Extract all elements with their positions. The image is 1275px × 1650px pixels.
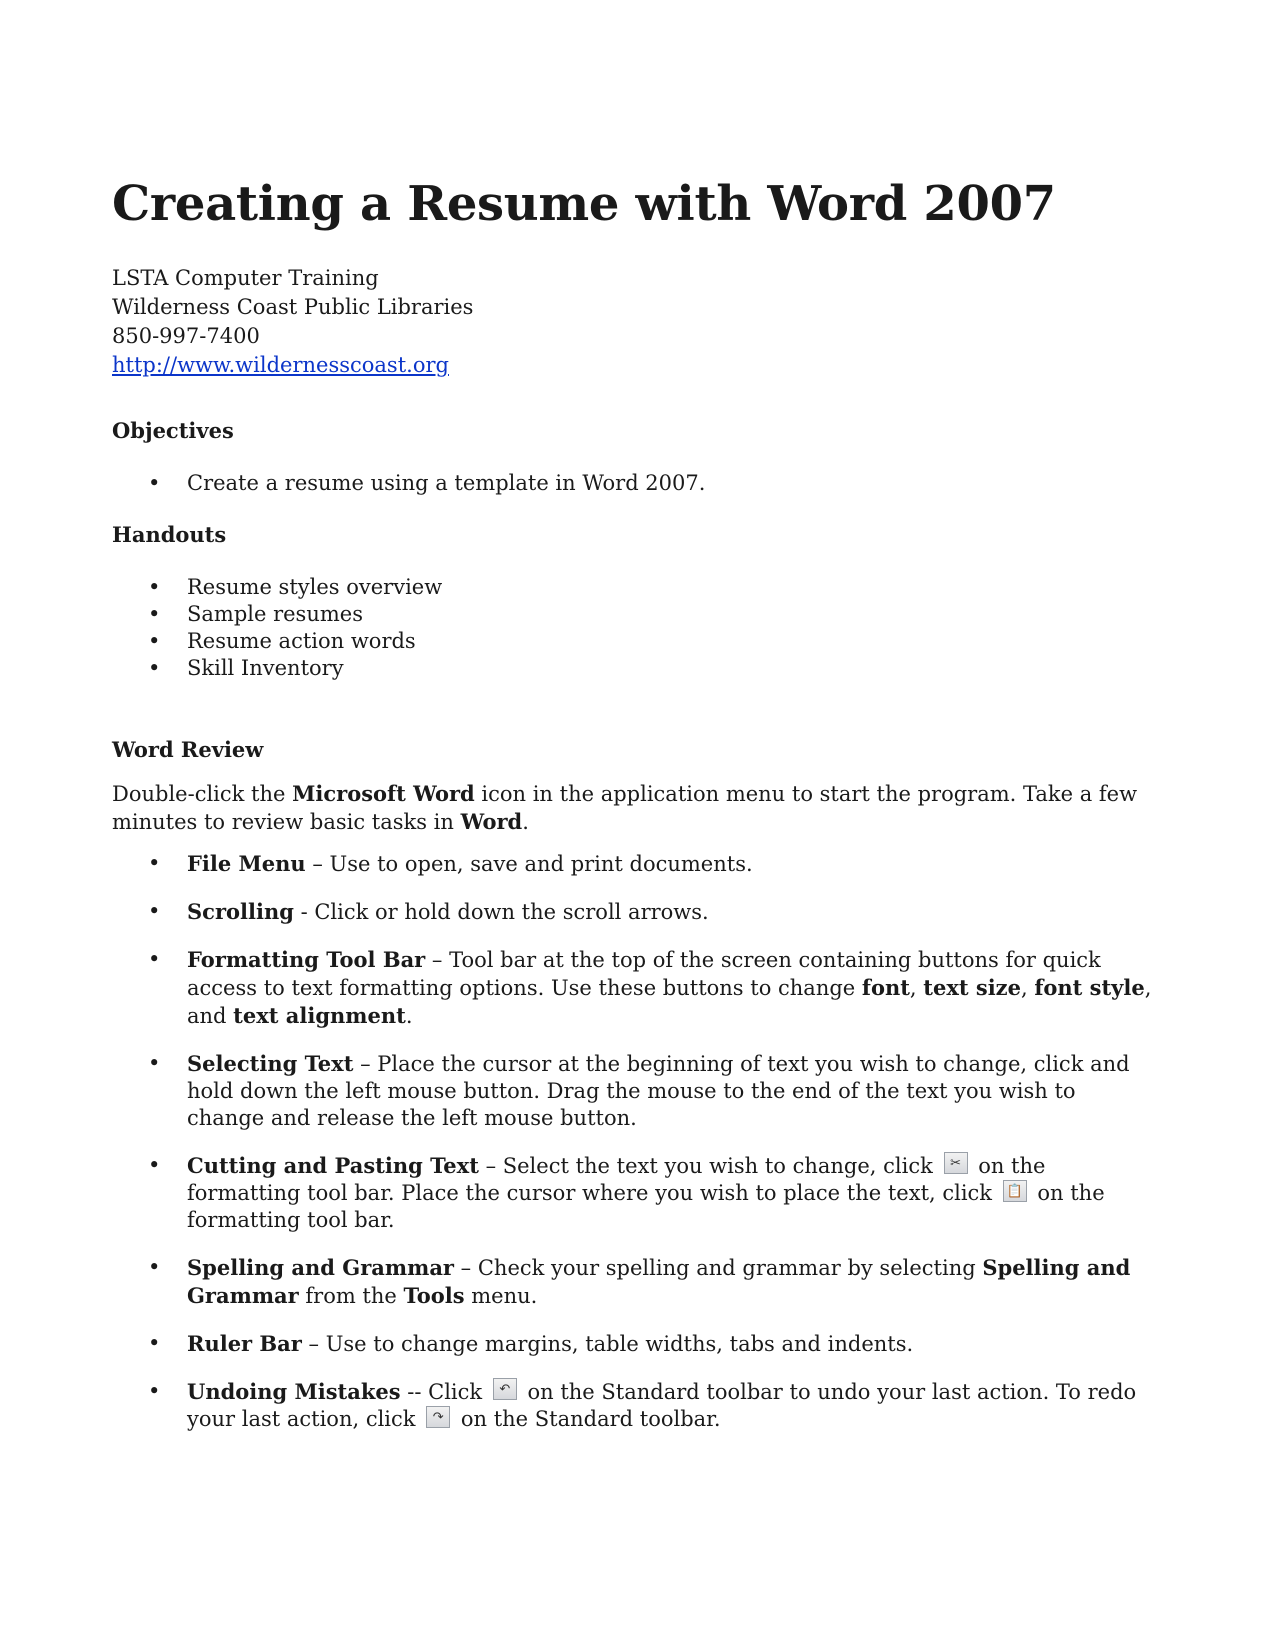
item-bold: font style [1034, 975, 1145, 1000]
review-item-cutting [148, 1152, 1158, 1234]
item-text: from the [298, 1284, 404, 1308]
item-text: – Use to change margins, table widths, tabs and indents. [301, 1332, 914, 1356]
undo-icon: ↶ [493, 1378, 517, 1400]
list-item: • Skill Inventory [148, 655, 1158, 682]
item-bold: Spelling and Grammar [187, 1255, 1131, 1308]
item-bold: text alignment [233, 1003, 406, 1028]
handouts-heading: Handouts [112, 522, 227, 547]
item-text: , [1020, 976, 1035, 1000]
item-text: – Use to open, save and print documents. [305, 852, 753, 876]
item-text: on the formatting tool bar. Place the cursor where you wish to place the text, click [187, 1154, 1046, 1205]
review-item-undo [148, 1378, 1158, 1433]
org-name: LSTA Computer Training [112, 266, 379, 290]
list-item: • Sample resumes [148, 601, 1158, 628]
review-item-ruler [148, 1330, 1158, 1358]
cut-icon: ✂ [944, 1152, 968, 1174]
item-text: on the Standard toolbar to undo your last action. To redo your last action, click [187, 1380, 1137, 1431]
paste-icon: 📋 [1003, 1180, 1027, 1202]
item-text: on the Standard toolbar. [454, 1407, 721, 1431]
item-term: Spelling and Grammar [187, 1255, 454, 1280]
item-text: – Select the text you wish to change, click [478, 1154, 940, 1178]
item-text: menu. [464, 1284, 538, 1308]
item-text: – Place the cursor at the beginning of text you wish to change, click and hold down the left mouse button. Drag the mouse to the end of the text you wish to change and release the left mouse button. [187, 1052, 1130, 1130]
item-text: – Tool bar at the top of the screen containing buttons for quick access to text formatting options. Use these buttons to change [187, 948, 1101, 1000]
item-term: Cutting and Pasting Text [187, 1153, 479, 1178]
objectives-list [148, 470, 1158, 497]
redo-icon: ↷ [426, 1406, 450, 1428]
intro-bold: Microsoft Word [292, 781, 475, 806]
item-text: – Check your spelling and grammar by selecting [454, 1256, 983, 1280]
item-term: Ruler Bar [187, 1331, 302, 1356]
item-term: File Menu [187, 851, 306, 876]
item-term: Formatting Tool Bar [187, 947, 426, 972]
org-website-link[interactable]: http://www.wildernesscoast.org [112, 353, 449, 377]
item-text: -- Click [400, 1380, 489, 1404]
review-item-selecting [148, 1050, 1158, 1132]
organization-block [112, 264, 473, 380]
review-item-file-menu [148, 850, 1158, 878]
item-term: Scrolling [187, 899, 294, 924]
item-term: Selecting Text [187, 1051, 354, 1076]
item-bold: font [861, 975, 910, 1000]
list-item: • Resume styles overview [148, 574, 1158, 601]
item-term: Undoing Mistakes [187, 1379, 401, 1404]
item-bold: Tools [403, 1283, 465, 1308]
review-item-scrolling [148, 898, 1158, 926]
item-text: . [405, 1004, 413, 1028]
word-review-heading: Word Review [112, 737, 264, 762]
handouts-list [148, 574, 1158, 682]
item-text: , [909, 976, 924, 1000]
objectives-heading: Objectives [112, 418, 234, 443]
intro-text: Double-click the [112, 782, 293, 806]
item-text: , and [187, 976, 1152, 1028]
org-library: Wilderness Coast Public Libraries [112, 295, 474, 319]
intro-bold: Word [460, 809, 523, 834]
word-review-list [148, 850, 1158, 1453]
review-item-spelling [148, 1254, 1158, 1310]
list-item: • Create a resume using a template in Word 2007. [148, 470, 1158, 497]
review-item-formatting [148, 946, 1158, 1030]
word-review-intro [112, 780, 1162, 836]
item-bold: text size [923, 975, 1021, 1000]
item-text: - Click or hold down the scroll arrows. [293, 900, 709, 924]
item-text: on the formatting tool bar. [187, 1181, 1105, 1232]
list-item: • Resume action words [148, 628, 1158, 655]
intro-text: . [522, 810, 529, 834]
org-phone: 850-997-7400 [112, 324, 260, 348]
intro-text: icon in the application menu to start the program. Take a few minutes to review basic tasks in [112, 782, 1138, 834]
document-title: Creating a Resume with Word 2007 [112, 176, 1056, 232]
